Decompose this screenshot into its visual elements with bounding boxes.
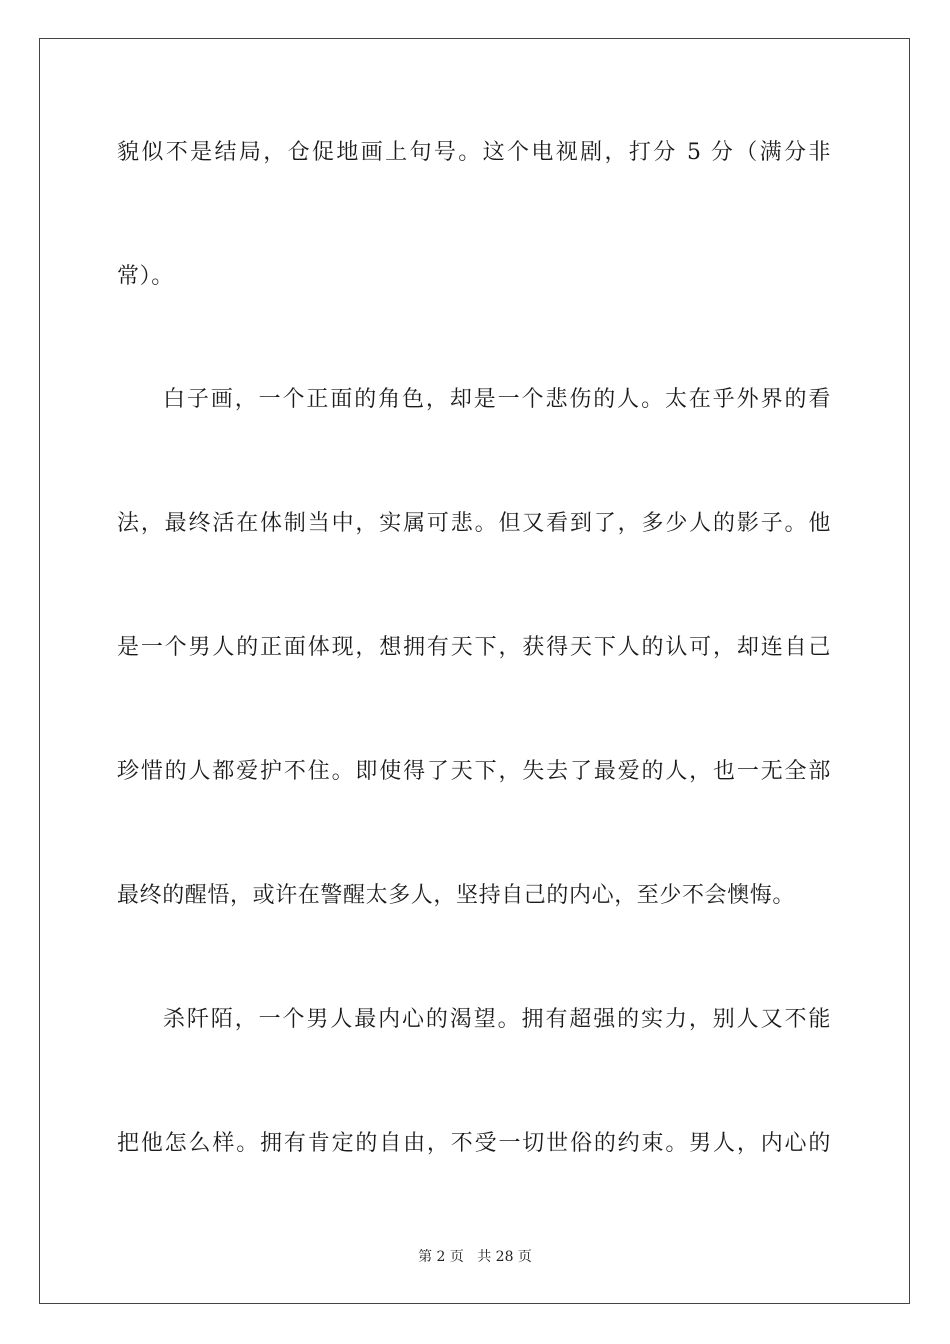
text-line-1: 貌似不是结局，仓促地画上句号。这个电视剧，打分 5 分（满分非 <box>117 140 831 165</box>
page-number: 第 2 页 共 28 页 <box>418 1249 532 1265</box>
text-line-2: 常）。 <box>117 264 174 289</box>
text-line-4: 法，最终活在体制当中，实属可悲。但又看到了，多少人的影子。他 <box>117 511 831 536</box>
text-line-7: 最终的醒悟，或许在警醒太多人，坚持自己的内心，至少不会懊悔。 <box>117 883 796 908</box>
text-line-8: 杀阡陌，一个男人最内心的渴望。拥有超强的实力，别人又不能 <box>163 1007 831 1032</box>
text-line-5: 是一个男人的正面体现，想拥有天下，获得天下人的认可，却连自己 <box>117 635 831 660</box>
text-line-6: 珍惜的人都爱护不住。即使得了天下，失去了最爱的人，也一无全部 <box>117 759 831 784</box>
page-border <box>39 38 910 1304</box>
text-line-9: 把他怎么样。拥有肯定的自由，不受一切世俗的约束。男人，内心的 <box>117 1131 831 1156</box>
text-line-3: 白子画，一个正面的角色，却是一个悲伤的人。太在乎外界的看 <box>163 387 831 412</box>
